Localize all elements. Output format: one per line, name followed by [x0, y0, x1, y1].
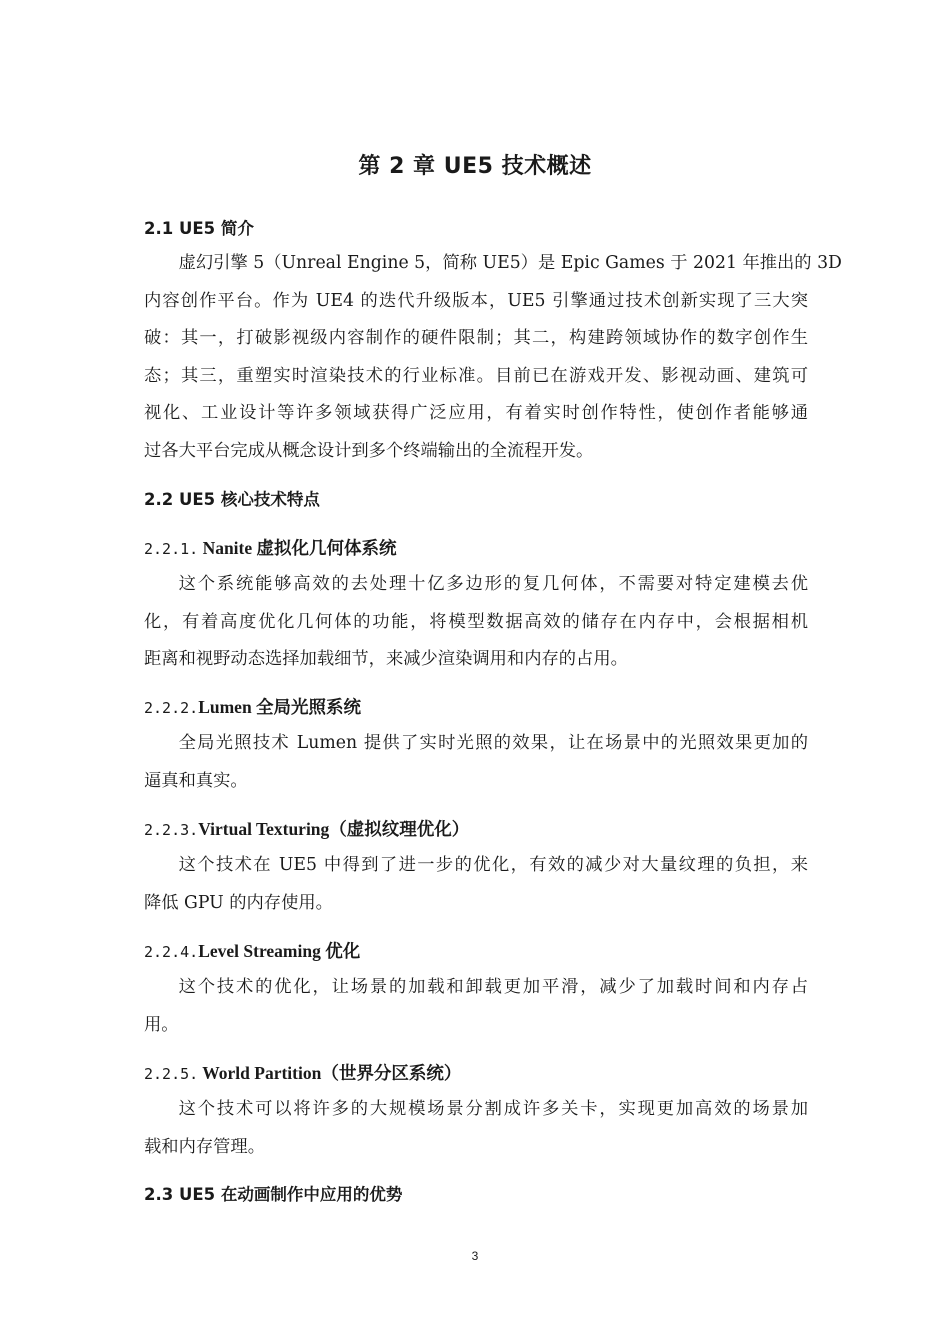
subsection-number: 2.2.2. — [144, 699, 199, 717]
section-heading-2-2: 2.2 UE5 核心技术特点 — [144, 490, 320, 509]
section-heading-2-1: 2.1 UE5 简介 — [144, 219, 254, 238]
text-line: 这个技术的优化，让场景的加载和卸载更加平滑，减少了加载时间和内存占 — [178, 977, 808, 997]
text-line: 破：其一，打破影视级内容制作的硬件限制；其二，构建跨领域协作的数字创作生 — [144, 328, 808, 348]
text-line: 虚幻引擎 5（Unreal Engine 5，简称 UE5）是 Epic Games 于 2021 年推出的 3D — [178, 253, 842, 273]
subsection-heading-2-2-4 — [144, 939, 360, 964]
text-line: 全局光照技术 Lumen 提供了实时光照的效果，让在场景中的光照效果更加的 — [178, 733, 808, 753]
subsection-number: 2.2.4. — [144, 943, 199, 961]
text-line: 这个系统能够高效的去处理十亿多边形的复几何体，不需要对特定建模去优 — [178, 574, 808, 594]
subsection-number: 2.2.1. — [144, 540, 199, 558]
text-line: 逼真和真实。 — [144, 770, 248, 791]
subsection-title: Level Streaming 优化 — [198, 941, 361, 961]
paragraph-ue5-intro — [144, 245, 842, 470]
text-line: 化，有着高度优化几何体的功能，将模型数据高效的储存在内存中，会根据相机 — [144, 611, 808, 632]
paragraph-world-partition — [144, 1091, 808, 1166]
paragraph-lumen — [144, 725, 808, 800]
subsection-title: World Partition（世界分区系统） — [198, 1063, 462, 1083]
page-number: 3 — [471, 1249, 479, 1263]
subsection-title: Lumen 全局光照系统 — [198, 697, 362, 717]
text-line: 视化、工业设计等许多领域获得广泛应用，有着实时创作特性，使创作者能够通 — [144, 403, 808, 423]
subsection-number: 2.2.3. — [144, 821, 199, 839]
text-line: 内容创作平台。作为 UE4 的迭代升级版本，UE5 引擎通过技术创新实现了三大突 — [144, 290, 808, 311]
text-line: 态；其三，重塑实时渲染技术的行业标准。目前已在游戏开发、影视动画、建筑可 — [144, 365, 808, 386]
subsection-heading-2-2-3 — [144, 817, 469, 842]
paragraph-virtual-texturing — [144, 847, 808, 922]
text-line: 用。 — [144, 1014, 179, 1035]
subsection-heading-2-2-5 — [144, 1061, 461, 1086]
paragraph-nanite — [144, 566, 808, 679]
subsection-title: Virtual Texturing（虚拟纹理优化） — [198, 819, 470, 839]
chapter-title: 第 2 章 UE5 技术概述 — [358, 154, 592, 179]
subsection-heading-2-2-1 — [144, 536, 397, 561]
text-line: 这个技术在 UE5 中得到了进一步的优化，有效的减少对大量纹理的负担，来 — [178, 855, 808, 875]
section-heading-2-3: 2.3 UE5 在动画制作中应用的优势 — [144, 1185, 403, 1204]
text-line: 载和内存管理。 — [144, 1136, 265, 1157]
text-line: 过各大平台完成从概念设计到多个终端输出的全流程开发。 — [144, 440, 594, 461]
text-line: 降低 GPU 的内存使用。 — [144, 892, 333, 913]
subsection-heading-2-2-2 — [144, 695, 361, 720]
text-line: 这个技术可以将许多的大规模场景分割成许多关卡，实现更加高效的场景加 — [178, 1099, 808, 1119]
subsection-number: 2.2.5. — [144, 1065, 199, 1083]
text-line: 距离和视野动态选择加载细节，来减少渲染调用和内存的占用。 — [144, 649, 628, 669]
subsection-title: Nanite 虚拟化几何体系统 — [198, 538, 397, 558]
paragraph-level-streaming — [144, 969, 808, 1044]
